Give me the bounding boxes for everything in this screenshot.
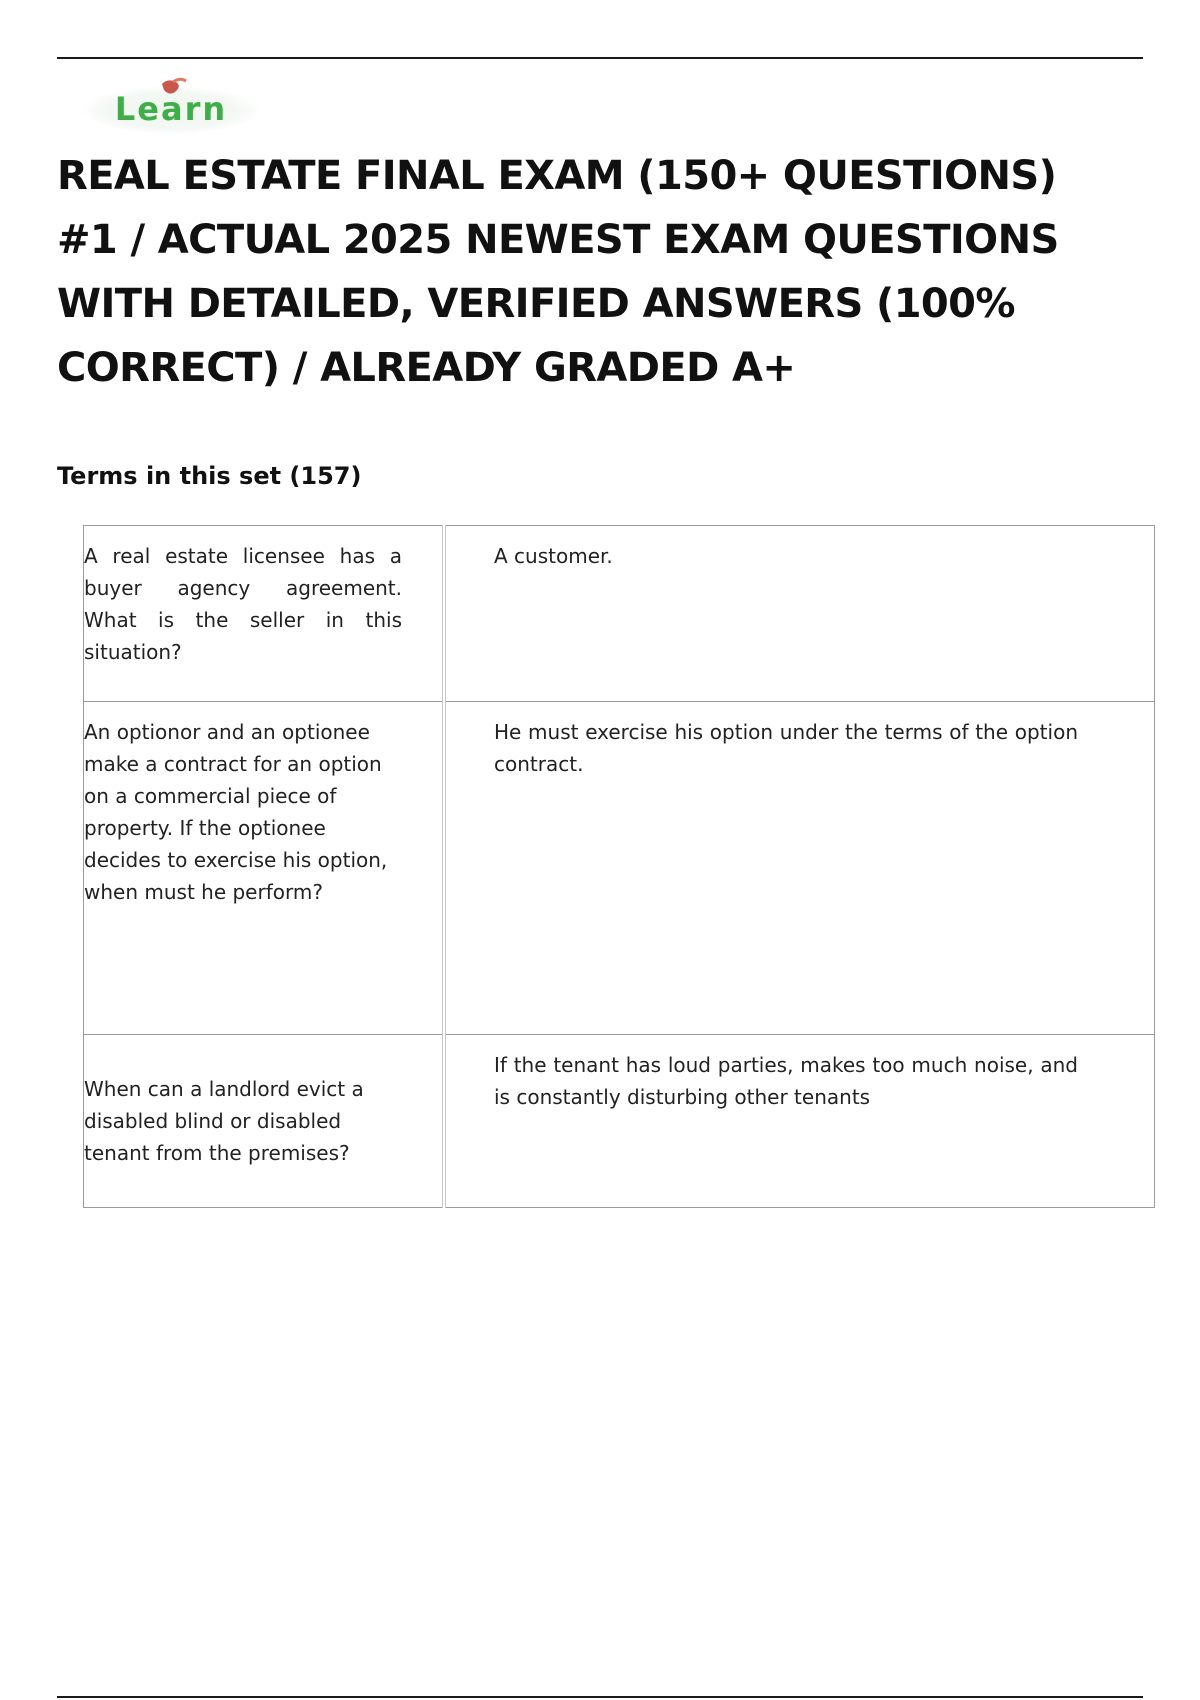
page-title: REAL ESTATE FINAL EXAM (150+ QUESTIONS) #1 / ACTUAL 2025 NEWEST EXAM QUESTIONS WITH DETAILED, VERIFIED ANSWERS (100% CORRECT) / ALREADY GRADED A+ — [57, 153, 1059, 391]
term-cell: When can a landlord evict a disabled blind or disabled tenant from the premises? — [84, 1035, 445, 1208]
table-row — [84, 1035, 1155, 1208]
logo-text: Learn — [114, 90, 228, 128]
table-row — [84, 526, 1155, 702]
footer-rule — [57, 1696, 1143, 1698]
definition-cell: A customer. — [444, 526, 1155, 702]
definition-cell: If the tenant has loud parties, makes too much noise, and is constantly disturbing other tenants — [444, 1035, 1155, 1208]
terms-count-heading: Terms in this set (157) — [57, 462, 362, 490]
definition-cell: He must exercise his option under the terms of the option contract. — [444, 702, 1155, 1035]
terms-table — [83, 525, 1155, 1208]
header-rule — [57, 57, 1143, 59]
learn-logo — [76, 76, 266, 134]
term-cell: A real estate licensee has a buyer agency agreement. What is the seller in this situation? — [84, 526, 445, 702]
learn-logo-graphic — [76, 76, 266, 134]
term-cell: An optionor and an optionee make a contract for an option on a commercial piece of property. If the optionee decides to exercise his option, when must he perform? — [84, 702, 445, 1035]
table-row — [84, 702, 1155, 1035]
